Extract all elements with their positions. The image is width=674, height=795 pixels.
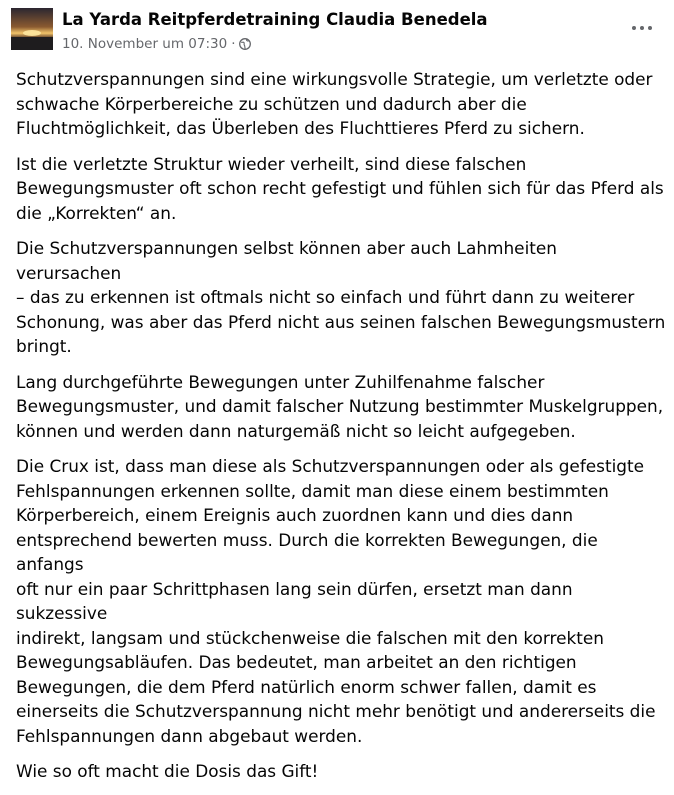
avatar[interactable] [11,8,53,50]
post-body [16,67,666,795]
globe-icon [239,38,251,50]
post-paragraph: Die Schutzverspannungen selbst können aber auch Lahmheiten verursachen – das zu erkennen ist oftmals nicht so einfach und führt dann zu weiterer Schonung, was aber das Pferd nicht aus seinen falschen Bewegungsmustern bringt. [16,238,666,356]
post-meta [62,36,251,52]
author-name[interactable]: La Yarda Reitpferdetraining Claudia Benedela [62,10,488,29]
post-paragraph: Lang durchgeführte Bewegungen unter Zuhilfenahme falscher Bewegungsmuster, und damit falscher Nutzung bestimmter Muskelgruppen, können und werden dann naturgemäß nicht so leicht aufgegeben. [16,371,664,441]
post-paragraph: Die Crux ist, dass man diese als Schutzverspannungen oder als gefestigte Fehlspannungen erkennen sollte, damit man diese einem bestimmten Körperbereich, einem Ereignis auch zuordnen kann und dies dann entsprechend bewerten muss. Durch die korrekten Bewegungen, die anfangs oft nur ein paar Schrittphasen lang sein dürfen, ersetzt man dann sukzessive indirekt, langsam und stückchenweise die falschen mit den korrekten Bewegungsabläufen. Das bedeutet, man arbeitet an den richtigen Bewegungen, die dem Pferd natürlich enorm schwer fallen, damit es einerseits die Schutzverspannung nicht mehr benötigt und andererseits die Fehlspannungen dann abgebaut werden. [16,456,656,746]
sunset-avatar-image [11,8,53,50]
post-paragraph: Wie so oft macht die Dosis das Gift! [16,761,319,781]
more-options-button[interactable] [624,10,660,46]
post-timestamp[interactable]: 10. November um 07:30 [62,36,228,52]
meta-separator: · [231,36,236,52]
more-options-icon-dot [648,26,652,30]
post-paragraph: Ist die verletzte Struktur wieder verheilt, sind diese falschen Bewegungsmuster oft schon recht gefestigt und fühlen sich für das Pferd als die „Korrekten“ an. [16,153,664,223]
more-options-icon [632,26,636,30]
post-header [11,7,660,55]
more-options-icon-dot [640,26,644,30]
post-paragraph: Schutzverspannungen sind eine wirkungsvolle Strategie, um verletzte oder schwache Körperbereiche zu schützen und dadurch aber die Fluchtmöglichkeit, das Überleben des Fluchttieres Pferd zu sichern. [16,69,653,138]
